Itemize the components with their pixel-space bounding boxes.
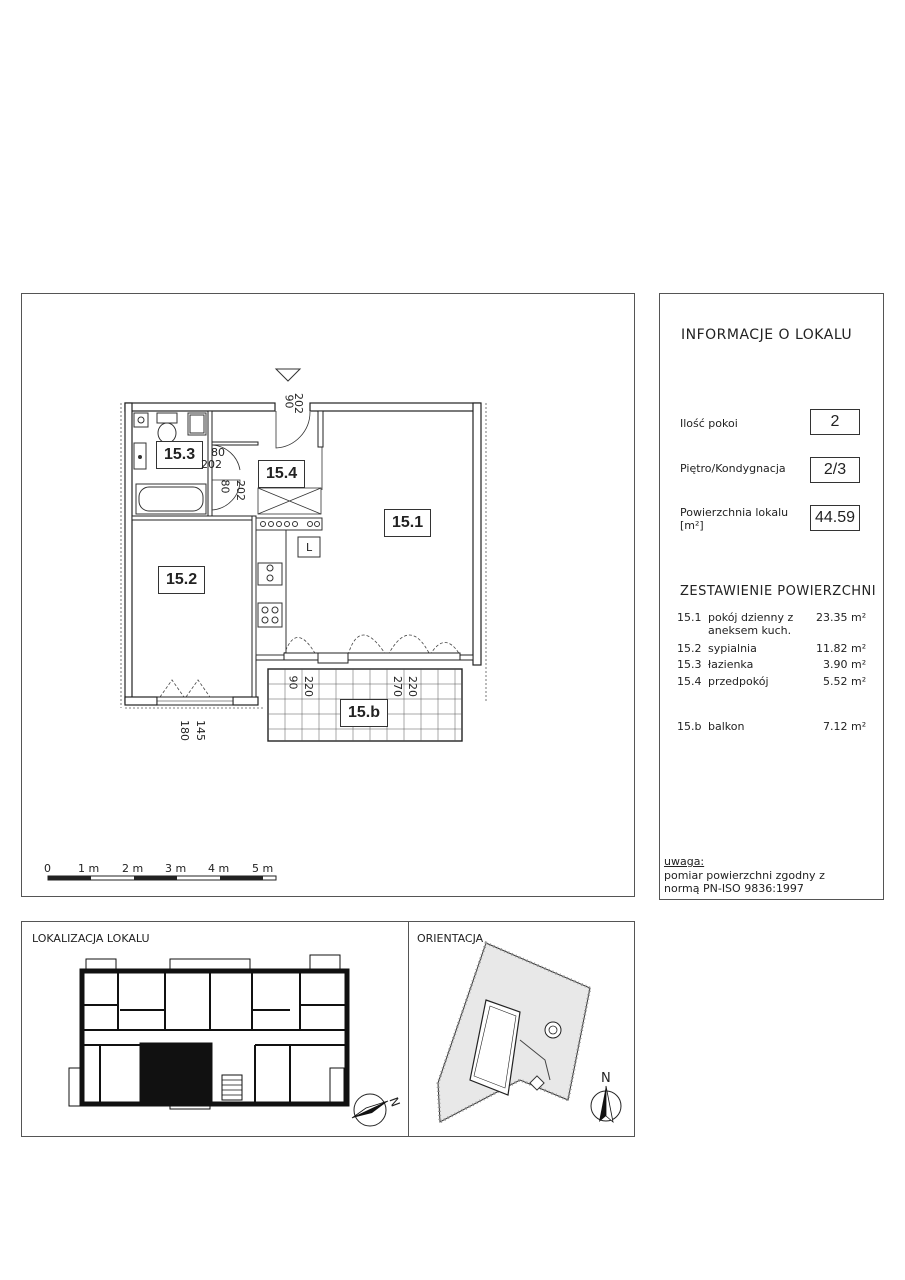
dim-bath-width: 80 <box>211 446 225 459</box>
scale-label-0: 0 <box>44 862 51 875</box>
north-arrow-icon <box>591 1086 621 1122</box>
site-plan <box>438 943 590 1122</box>
north-arrow-icon <box>352 1094 388 1126</box>
dim-entry-width: 90 <box>282 394 296 409</box>
orientation-north-label: N <box>601 1071 611 1086</box>
room-label-15-4: 15.4 <box>258 460 305 488</box>
dim-bal1-width: 90 <box>286 675 300 690</box>
note-title: uwaga: <box>664 855 705 868</box>
dim-bal2-width: 270 <box>391 676 404 697</box>
dim-bed-width: 80 <box>218 479 232 494</box>
dim-bath-height: 202 <box>201 458 222 471</box>
dim-bal2-height: 220 <box>406 676 419 697</box>
area-unit-label: [m²] <box>680 519 704 532</box>
dim-bal1-height: 220 <box>302 676 315 697</box>
rooms-count-label: Ilość pokoi <box>680 417 738 430</box>
location-title: LOKALIZACJA LOKALU <box>32 932 150 945</box>
area-value: 44.59 <box>810 505 860 531</box>
scale-label-5: 5 m <box>252 862 274 875</box>
dim-entry-height: 202 <box>292 393 305 414</box>
scale-label-3: 3 m <box>165 862 187 875</box>
summary-room-name-2: aneksem kuch. <box>708 624 792 637</box>
floor-value: 2/3 <box>810 457 860 483</box>
kitchen-fridge-mark: L <box>306 541 313 554</box>
building-key-plan <box>69 955 347 1109</box>
summary-room-area: 3.90 m² <box>823 658 867 671</box>
summary-room-id: 15.4 <box>677 675 702 688</box>
area-label: Powierzchnia lokalu <box>680 506 789 519</box>
room-label-15-3: 15.3 <box>156 441 203 469</box>
summary-room-area: 11.82 m² <box>816 642 867 655</box>
note-line-2: normą PN-ISO 9836:1997 <box>664 882 804 895</box>
room-label-15-2: 15.2 <box>158 566 205 594</box>
summary-title: ZESTAWIENIE POWIERZCHNI <box>680 584 877 599</box>
dim-bed-height: 202 <box>234 480 247 501</box>
summary-room-name: sypialnia <box>708 642 757 655</box>
summary-room-name: pokój dzienny z <box>708 611 794 624</box>
summary-room-id: 15.1 <box>677 611 702 624</box>
summary-room-area: 23.35 m² <box>816 611 867 624</box>
scale-label-4: 4 m <box>208 862 230 875</box>
summary-room-name: łazienka <box>708 658 754 671</box>
room-label-15-b: 15.b <box>340 699 388 727</box>
floor-label: Piętro/Kondygnacja <box>680 462 786 475</box>
location-north-label: N <box>386 1095 403 1109</box>
room-label-15-1: 15.1 <box>384 509 431 537</box>
summary-room-id: 15.3 <box>677 658 702 671</box>
summary-balcony-id: 15.b <box>677 720 702 733</box>
info-title: INFORMACJE O LOKALU <box>681 327 853 343</box>
summary-room-area: 5.52 m² <box>823 675 867 688</box>
summary-balcony-name: balkon <box>708 720 745 733</box>
rooms-count-value: 2 <box>810 409 860 435</box>
scale-label-2: 2 m <box>122 862 144 875</box>
orientation-title: ORIENTACJA <box>417 932 484 945</box>
scale-label-1: 1 m <box>78 862 100 875</box>
summary-room-name: przedpokój <box>708 675 769 688</box>
dim-window-width: 180 <box>178 720 191 741</box>
dim-window-height: 145 <box>194 720 207 741</box>
note-line-1: pomiar powierzchni zgodny z <box>664 869 825 882</box>
summary-room-id: 15.2 <box>677 642 702 655</box>
summary-balcony-area: 7.12 m² <box>823 720 867 733</box>
